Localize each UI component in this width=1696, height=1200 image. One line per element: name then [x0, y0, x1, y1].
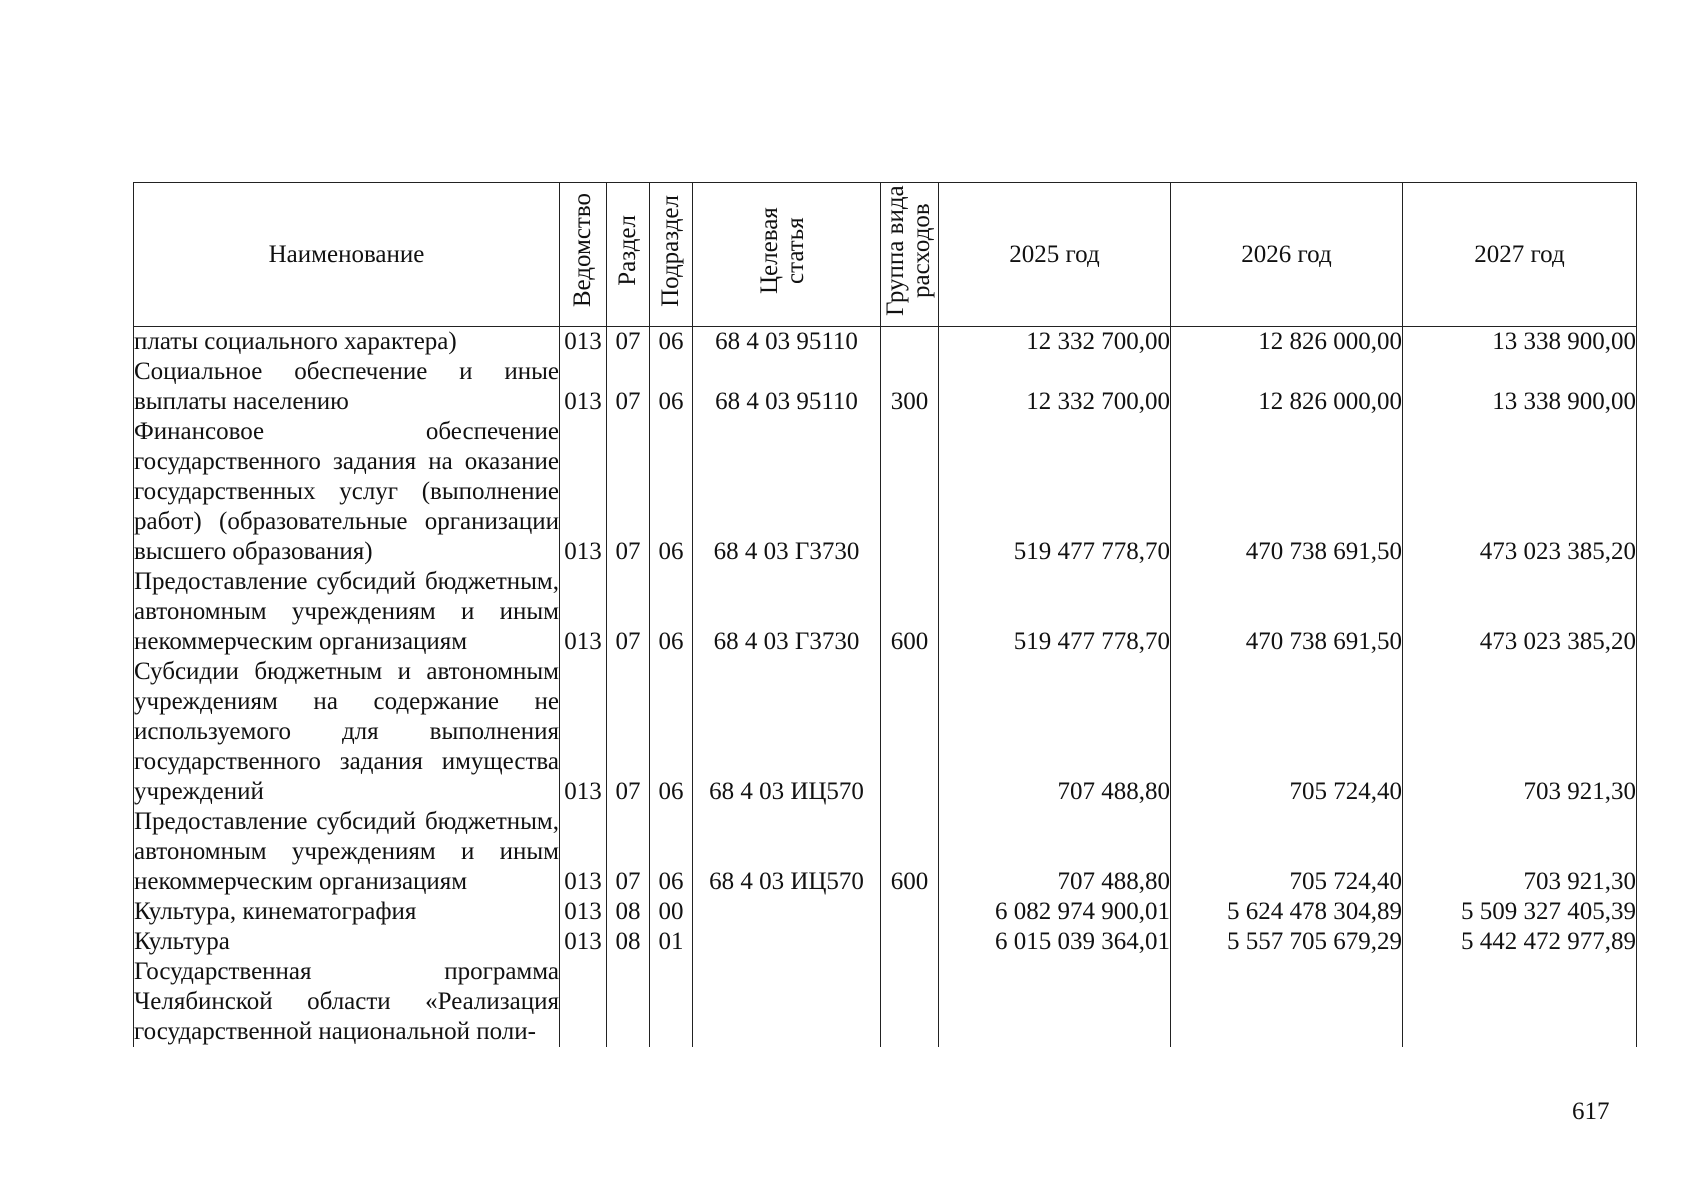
row-department: 013 [560, 807, 607, 897]
row-section [607, 957, 650, 1047]
row-name: Предоставление субсидий бюджетным, автономным учреждениям и иным некоммерческим организациям [134, 568, 559, 655]
row-2025: 6 015 039 364,01 [939, 927, 1171, 957]
row-expense-group: 600 [881, 567, 939, 657]
row-section: 07 [607, 327, 650, 358]
row-expense-group [881, 957, 939, 1047]
row-2026 [1171, 957, 1403, 1047]
row-subsection [650, 957, 693, 1047]
row-subsection: 06 [650, 657, 693, 807]
row-2026: 5 624 478 304,89 [1171, 897, 1403, 927]
row-department: 013 [560, 327, 607, 358]
header-2027: 2027 год [1403, 183, 1637, 327]
row-name: платы социального характера) [134, 327, 560, 358]
row-name: Государственная программа Челябинской области «Реализация государственной национальной поли- [134, 958, 559, 1045]
row-2026: 470 738 691,50 [1171, 567, 1403, 657]
header-expense-group: Группа вида расходов [881, 183, 939, 327]
row-department: 013 [560, 567, 607, 657]
row-section: 07 [607, 417, 650, 567]
header-2026: 2026 год [1171, 183, 1403, 327]
row-section: 07 [607, 657, 650, 807]
row-section: 08 [607, 897, 650, 927]
row-2025: 6 082 974 900,01 [939, 897, 1171, 927]
row-expense-group [881, 657, 939, 807]
row-2027: 13 338 900,00 [1403, 327, 1637, 358]
row-2025 [939, 957, 1171, 1047]
row-department: 013 [560, 417, 607, 567]
row-2027 [1403, 957, 1637, 1047]
row-expense-group [881, 417, 939, 567]
row-name: Социальное обеспечение и иные выплаты населению [134, 358, 559, 415]
row-2026: 12 826 000,00 [1171, 327, 1403, 358]
row-target-article [693, 897, 881, 927]
table-row [134, 327, 1637, 358]
row-expense-group: 300 [881, 357, 939, 417]
row-subsection: 01 [650, 927, 693, 957]
header-name: Наименование [134, 183, 560, 327]
row-name: Предоставление субсидий бюджетным, автономным учреждениям и иным некоммерческим организациям [134, 808, 559, 895]
row-2027: 473 023 385,20 [1403, 417, 1637, 567]
row-subsection: 06 [650, 567, 693, 657]
row-subsection: 06 [650, 807, 693, 897]
table-row [134, 357, 1637, 417]
row-expense-group [881, 327, 939, 358]
row-2026: 5 557 705 679,29 [1171, 927, 1403, 957]
row-department: 013 [560, 927, 607, 957]
row-2027: 703 921,30 [1403, 657, 1637, 807]
row-2026: 12 826 000,00 [1171, 357, 1403, 417]
row-2027: 13 338 900,00 [1403, 357, 1637, 417]
row-target-article: 68 4 03 95110 [693, 357, 881, 417]
row-2025: 519 477 778,70 [939, 417, 1171, 567]
row-2025: 519 477 778,70 [939, 567, 1171, 657]
row-name: Культура [134, 927, 560, 957]
row-2027: 703 921,30 [1403, 807, 1637, 897]
row-department: 013 [560, 657, 607, 807]
table-row [134, 567, 1637, 657]
row-section: 08 [607, 927, 650, 957]
row-name: Культура, кинематография [134, 897, 560, 927]
row-department [560, 957, 607, 1047]
row-target-article: 68 4 03 ИЦ570 [693, 657, 881, 807]
row-2026: 470 738 691,50 [1171, 417, 1403, 567]
row-section: 07 [607, 567, 650, 657]
header-row [134, 183, 1637, 327]
row-target-article [693, 957, 881, 1047]
row-section: 07 [607, 807, 650, 897]
row-name: Субсидии бюджетным и автономным учреждениям на содержание не используемого для выполнения государственного задания имущества учреждений [134, 658, 559, 805]
row-expense-group [881, 927, 939, 957]
row-department: 013 [560, 897, 607, 927]
budget-table [133, 182, 1637, 1047]
header-2025: 2025 год [939, 183, 1171, 327]
header-department: Ведомство [560, 183, 607, 327]
row-name: Финансовое обеспечение государственного задания на оказание государственных услуг (выполнение работ) (образовательные организации высшего образования) [134, 418, 559, 565]
row-target-article [693, 927, 881, 957]
row-expense-group: 600 [881, 807, 939, 897]
row-subsection: 00 [650, 897, 693, 927]
row-target-article: 68 4 03 Г3730 [693, 417, 881, 567]
table-row [134, 417, 1637, 567]
row-2025: 707 488,80 [939, 657, 1171, 807]
table-row [134, 657, 1637, 807]
table-row [134, 927, 1637, 957]
row-section: 07 [607, 357, 650, 417]
row-2027: 473 023 385,20 [1403, 567, 1637, 657]
row-2027: 5 509 327 405,39 [1403, 897, 1637, 927]
table-row [134, 897, 1637, 927]
row-target-article: 68 4 03 ИЦ570 [693, 807, 881, 897]
row-2027: 5 442 472 977,89 [1403, 927, 1637, 957]
row-2026: 705 724,40 [1171, 807, 1403, 897]
header-section: Раздел [607, 183, 650, 327]
header-target-article: Целевая статья [693, 183, 881, 327]
row-expense-group [881, 897, 939, 927]
table-row [134, 807, 1637, 897]
row-target-article: 68 4 03 Г3730 [693, 567, 881, 657]
row-subsection: 06 [650, 327, 693, 358]
page-number: 617 [1572, 1098, 1610, 1125]
row-2025: 707 488,80 [939, 807, 1171, 897]
header-subsection: Подраздел [650, 183, 693, 327]
row-target-article: 68 4 03 95110 [693, 327, 881, 358]
row-2026: 705 724,40 [1171, 657, 1403, 807]
row-subsection: 06 [650, 417, 693, 567]
row-2025: 12 332 700,00 [939, 327, 1171, 358]
row-department: 013 [560, 357, 607, 417]
row-subsection: 06 [650, 357, 693, 417]
table-row [134, 957, 1637, 1047]
row-2025: 12 332 700,00 [939, 357, 1171, 417]
